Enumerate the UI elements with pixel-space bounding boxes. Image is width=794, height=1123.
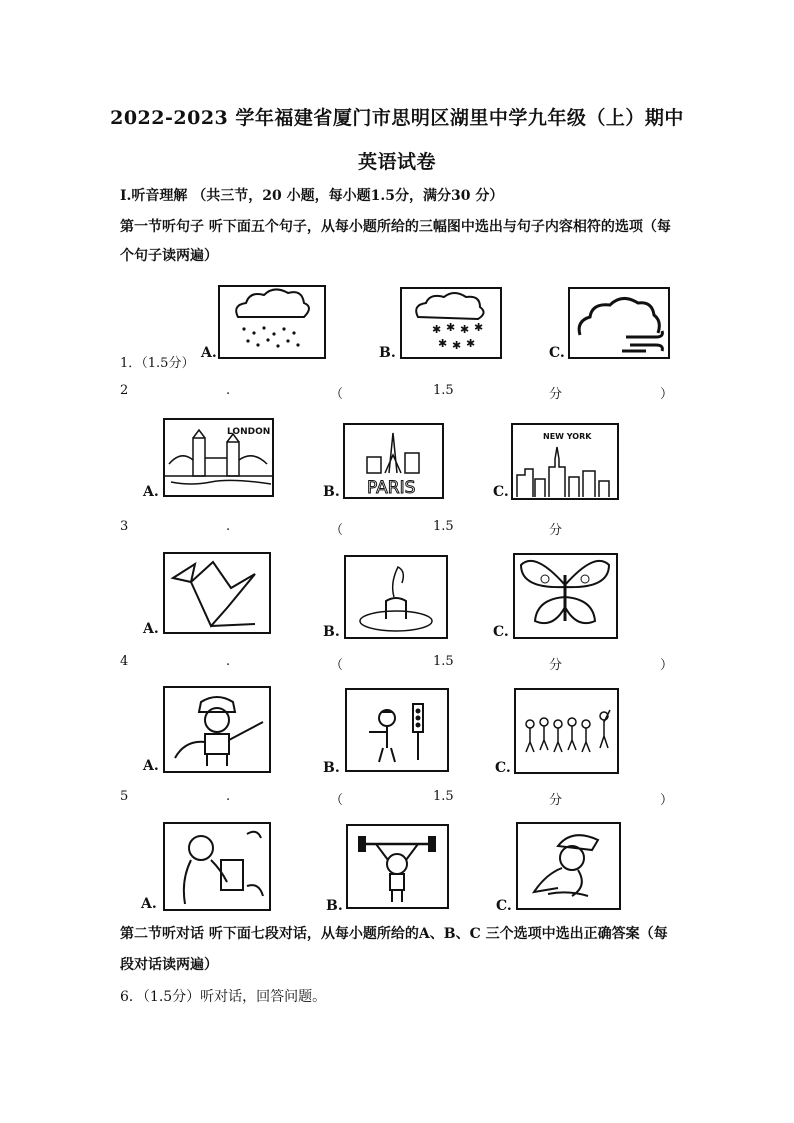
q4-paren-open: （ (330, 658, 344, 673)
q5-paren-open: （ (330, 793, 344, 808)
london-bridge-picture[interactable] (163, 418, 274, 497)
page-title: 2022-2023 学年福建省厦门市思明区湖里中学九年级（上）期中 (110, 107, 684, 129)
q5-score: 1.5 (433, 789, 454, 804)
q5-dot: . (226, 789, 231, 804)
q5-option-a-label[interactable]: A. (141, 896, 157, 912)
q3-unit: 分 (549, 523, 563, 538)
q2-option-c-label[interactable]: C. (493, 484, 509, 500)
q5-option-c-label[interactable]: C. (496, 898, 512, 914)
pottery-picture[interactable] (344, 555, 448, 639)
q5-unit: 分 (549, 793, 563, 808)
section1-instruction-1: 第一节听句子 听下面五个句子，从每小题所给的三幅图中选出与句子内容相符的选项（每 (120, 219, 671, 235)
weightlifting-icon (348, 826, 447, 907)
q3-option-b-label[interactable]: B. (323, 624, 340, 640)
london-label: LONDON (227, 427, 271, 437)
new-york-label: NEW YORK (543, 432, 592, 441)
person-reading-icon (165, 824, 269, 909)
q2-dot: . (226, 383, 231, 398)
svg-text:✱: ✱ (432, 323, 442, 336)
q1-option-c-label[interactable]: C. (549, 345, 565, 361)
traffic-light-icon (347, 690, 447, 770)
q3-option-c-label[interactable]: C. (493, 624, 509, 640)
q1-option-a-label[interactable]: A. (201, 345, 217, 361)
svg-text:✱: ✱ (452, 339, 462, 352)
snow-cloud-icon (402, 289, 500, 357)
q2-unit: 分 (549, 387, 563, 402)
wind-icon (570, 289, 668, 357)
page-subtitle: 英语试卷 (357, 151, 436, 173)
q2-score: 1.5 (433, 383, 454, 398)
svg-text:✱: ✱ (438, 337, 448, 350)
q4-unit: 分 (549, 658, 563, 673)
q2-paren-open: （ (330, 387, 344, 402)
q2-option-b-label[interactable]: B. (323, 484, 340, 500)
section2-instruction-1: 第二节听对话 听下面七段对话，从每小题所给的A、B、C 三个选项中选出正确答案（每 (120, 926, 668, 942)
q3-dot: . (226, 519, 231, 534)
q2-number: 2 (120, 383, 129, 398)
eiffel-tower-icon (345, 425, 442, 497)
q4-paren-close: ） (660, 658, 674, 673)
paris-picture[interactable] (343, 423, 444, 499)
crowd-picture[interactable] (514, 688, 619, 774)
paper-crane-picture[interactable] (163, 552, 271, 634)
wind-cloud-picture[interactable] (568, 287, 670, 359)
q1-number: 1．（1.5分） (120, 356, 195, 371)
butterfly-icon (515, 555, 616, 637)
rain-cloud-icon (220, 287, 324, 357)
q3-score: 1.5 (433, 519, 454, 534)
new-york-skyline-icon (513, 425, 617, 498)
q4-option-c-label[interactable]: C. (495, 760, 511, 776)
rain-cloud-picture[interactable] (218, 285, 326, 359)
q6-text: 6．（1.5分）听对话，回答问题。 (120, 989, 327, 1005)
pottery-wheel-icon (346, 557, 446, 637)
q5-number: 5 (120, 789, 129, 804)
q3-option-a-label[interactable]: A. (143, 621, 159, 637)
paris-label: PARIS (367, 478, 416, 497)
q3-paren-open: （ (330, 523, 344, 538)
q5-option-b-label[interactable]: B. (326, 898, 343, 914)
running-boy-icon (518, 824, 619, 908)
q2-paren-close: ） (660, 387, 674, 402)
people-group-icon (516, 690, 617, 772)
q4-number: 4 (120, 654, 129, 669)
london-bridge-icon (165, 420, 272, 495)
q3-number: 3 (120, 519, 129, 534)
paper-crane-icon (165, 554, 269, 632)
q4-score: 1.5 (433, 654, 454, 669)
student-reading-picture[interactable] (163, 822, 271, 911)
new-york-picture[interactable] (511, 423, 619, 500)
svg-text:✱: ✱ (466, 337, 476, 350)
svg-text:✱: ✱ (446, 321, 456, 334)
q1-option-b-label[interactable]: B. (379, 345, 396, 361)
weightlifter-picture[interactable] (346, 824, 449, 909)
q4-option-b-label[interactable]: B. (323, 760, 340, 776)
butterfly-picture[interactable] (513, 553, 618, 639)
section2-instruction-2: 段对话读两遍） (120, 957, 218, 973)
snow-cloud-picture[interactable] (400, 287, 502, 359)
q2-option-a-label[interactable]: A. (143, 484, 159, 500)
q4-option-a-label[interactable]: A. (143, 758, 159, 774)
q4-dot: . (226, 654, 231, 669)
traffic-police-picture[interactable] (345, 688, 449, 772)
boy-running-picture[interactable] (516, 822, 621, 910)
section1-heading: Ⅰ.听音理解 （共三节，20 小题，每小题1.5分，满分30 分） (120, 188, 504, 204)
section1-instruction-2: 个句子读两遍） (120, 248, 218, 264)
firefighter-icon (165, 688, 269, 771)
firefighter-picture[interactable] (163, 686, 271, 773)
svg-text:✱: ✱ (474, 321, 484, 334)
q5-paren-close: ） (660, 793, 674, 808)
svg-text:✱: ✱ (460, 323, 470, 336)
